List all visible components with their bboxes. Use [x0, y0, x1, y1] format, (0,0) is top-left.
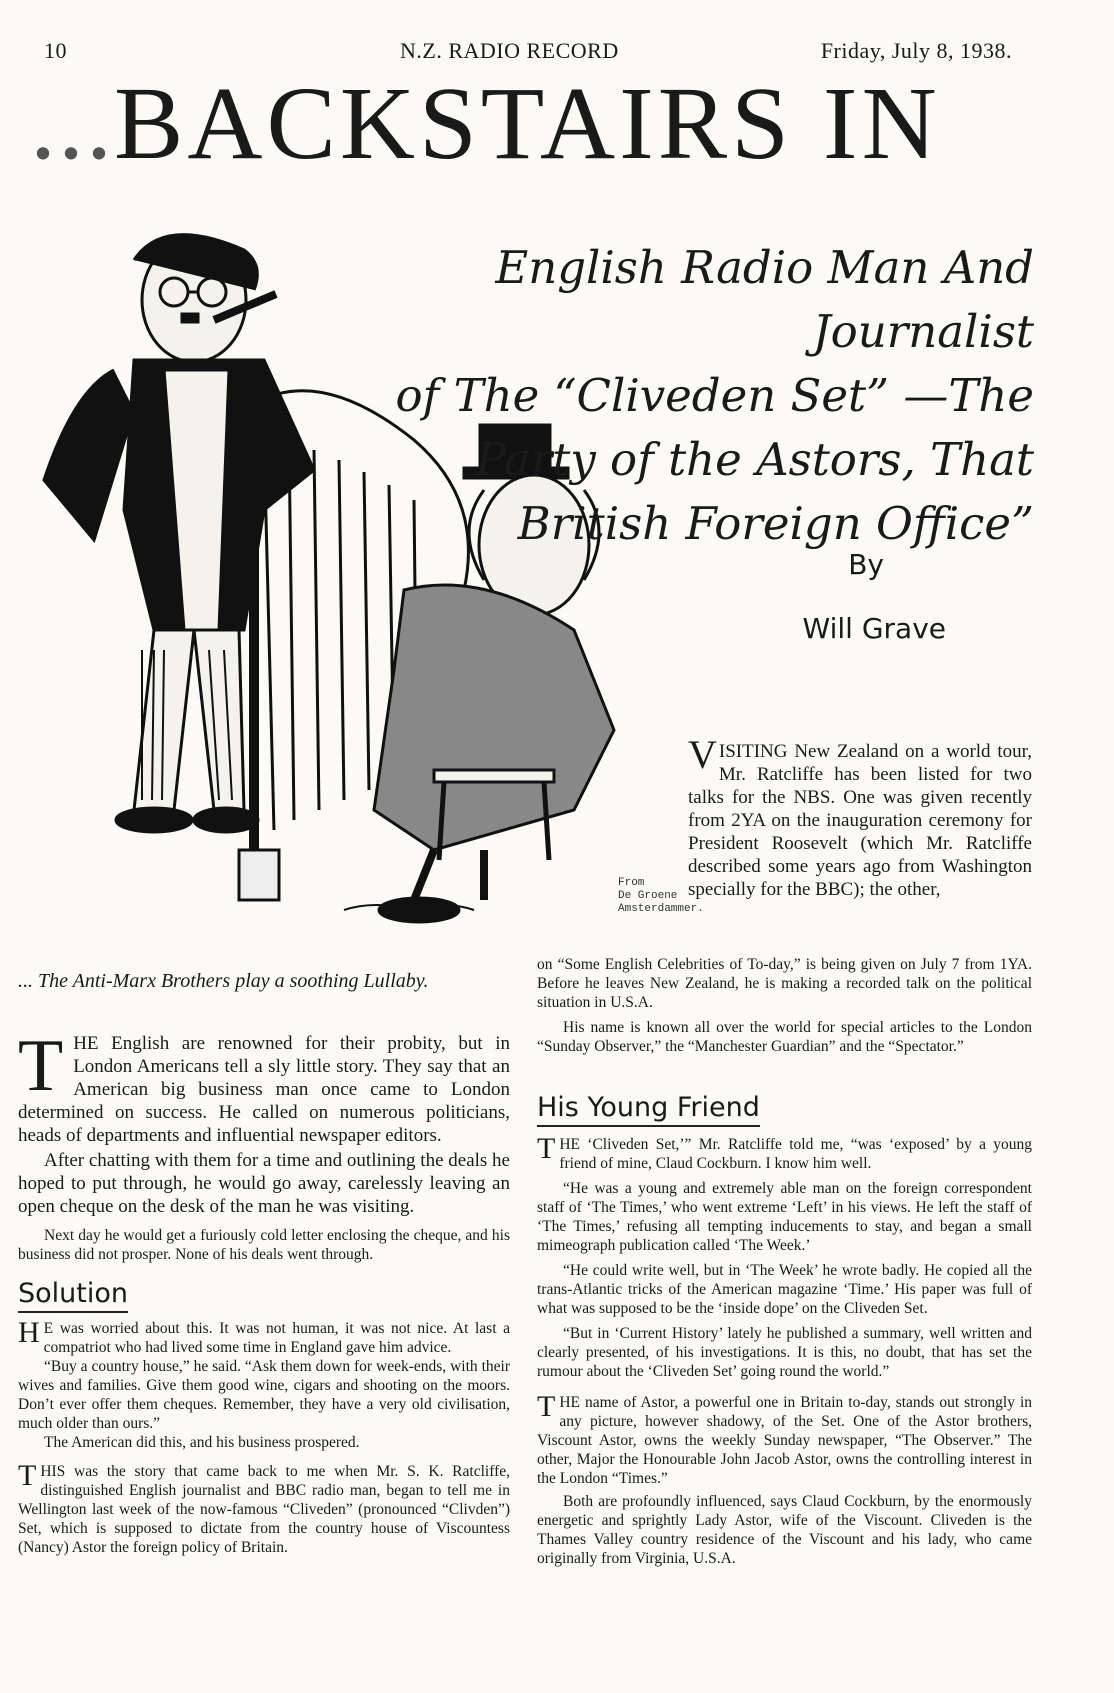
cartoon-caption: ... The Anti-Marx Brothers play a soothing Lullaby. — [18, 970, 429, 992]
solution-paragraph — [18, 1316, 510, 1357]
standing-man-figure — [44, 235, 314, 832]
headline-text: BACKSTAIRS IN — [114, 66, 941, 181]
credit-line: Amsterdammer. — [618, 903, 704, 915]
left-column — [18, 1025, 510, 1557]
paragraph: “But in ‘Current History’ lately he published a summary, well written and clearly presented, of his investigations. It is this, no doubt, that has set the rumour about the ‘Cliveden Set’ going round the world.” — [537, 1325, 1032, 1380]
byline-author: Will Grave — [802, 612, 946, 645]
astor-paragraph — [537, 1390, 1032, 1488]
subhead-solution: Solution — [18, 1278, 128, 1313]
paragraph: “He was a young and extremely able man on the foreign correspondent staff of ‘The Times,’ who went extreme ‘Left’ in his views. He left the staff of ‘The Times,’ refusing all tempting inducements to stay, and began a small mimeograph publication called ‘The Week.’ — [537, 1180, 1032, 1254]
subhead-his-young-friend: His Young Friend — [537, 1092, 760, 1127]
right-column — [537, 1092, 1032, 1568]
deck-line: of The “Cliveden Set” —The — [395, 369, 1034, 422]
credit-line: From — [618, 877, 645, 889]
deck-line: British Foreign Office” — [517, 497, 1034, 550]
opening-text: HE English are renowned for their probity, but in London Americans tell a sly little story. They say that an American big business man once came to London determined on success. He called on numerous politicians, heads of departments and influential newspaper editors. — [18, 1033, 510, 1146]
deck-line: English Radio Man And Journalist — [495, 241, 1034, 358]
credit-line: De Groene — [618, 890, 678, 902]
issue-date: Friday, July 8, 1938. — [820, 38, 1012, 63]
paragraph: Next day he would get a furiously cold letter enclosing the cheque, and his business did not prosper. None of his deals went through. — [18, 1227, 510, 1263]
solution-initial: H — [18, 1316, 40, 1349]
deck-headline — [354, 236, 1034, 556]
story-initial: T — [18, 1459, 37, 1492]
solution-text: E was worried about this. It was not human, it was not nice. At last a compatriot who had lived some time in England gave him advice. — [43, 1320, 510, 1356]
friend-paragraph — [537, 1132, 1032, 1173]
intro-text: ISITING New Zealand on a world tour, Mr. Ratcliffe has been listed for two talks for the NBS. One was given recently from 2YA on the inauguration ceremony for President Roosevelt (which Mr. Ratcliffe described some years ago from Washington specially for the BBC); the other, — [688, 741, 1032, 900]
paragraph: Both are profoundly influenced, says Claud Cockburn, by the enormously energetic and sprightly Lady Astor, wife of the Viscount. Cliveden is the Thames Valley country residence of the Viscount and his lady, who came originally from Virginia, U.S.A. — [537, 1493, 1032, 1567]
page-number: 10 — [44, 38, 67, 63]
story-text: HIS was the story that came back to me when Mr. S. K. Ratcliffe, distinguished English journalist and BBC radio man, began to tell me in Wellington last week of the now-famous “Cliveden” (pronounced “Clivden”) Set, which is supposed to dictate from the country house of Viscountess (Nancy) Astor the foreign policy of Britain. — [18, 1463, 510, 1556]
intro-para2: His name is known all over the world for special articles to the London “Sunday Observer,” the “Manchester Guardian” and the “Spectator.” — [537, 1019, 1032, 1055]
astor-text: HE name of Astor, a powerful one in Britain to-day, stands out strongly in any picture, however shadowy, of the Set. One of the Astor brothers, Viscount Astor, owns the weekly Sunday newspaper, “The Observer.” The other, Major the Honourable John Jacob Astor, owns the controlling interest in the London “Times.” — [537, 1394, 1032, 1487]
opening-dropcap: T — [18, 1025, 64, 1107]
friend-text: HE ‘Cliveden Set,’” Mr. Ratcliffe told me, “was ‘exposed’ by a young friend of mine, Claud Cockburn. I know him well. — [559, 1136, 1032, 1172]
headline-lead: ... — [30, 66, 114, 181]
intro-continued — [537, 955, 1032, 1056]
intro-dropcap: V — [688, 732, 717, 777]
opening-paragraph — [18, 1025, 510, 1147]
intro-paragraph — [688, 732, 1032, 901]
paragraph: After chatting with them for a time and outlining the deals he hoped to put through, he would go away, carelessly leaving an open cheque on the desk of the man he was visiting. — [18, 1150, 510, 1217]
paragraph: The American did this, and his business prospered. — [44, 1434, 360, 1451]
intro-continued-text: on “Some English Celebrities of To-day,” is being given on July 7 from 1YA. Before he leaves New Zealand, he is making a recorded talk on the political situation in U.S.A. — [537, 956, 1032, 1011]
byline-by: By — [848, 548, 884, 581]
paragraph: “He could write well, but in ‘The Week’ he wrote badly. He copied all the trans-Atlantic tricks of the American magazine ‘Time.’ His paper was full of what was supposed to be the ‘inside dope’ on the Cliveden Set. — [537, 1262, 1032, 1317]
headline — [30, 66, 941, 181]
story-paragraph — [18, 1459, 510, 1557]
friend-initial: T — [537, 1132, 556, 1165]
deck-line: Party of the Astors, That — [475, 433, 1034, 486]
publication-name: N.Z. RADIO RECORD — [400, 38, 619, 63]
astor-initial: T — [537, 1390, 556, 1423]
paragraph: “Buy a country house,” he said. “Ask them down for week-ends, with their wives and families. Give them good wine, cigars and shooting on the moors. Don’t ever offer them cheques. Remember, they have a very old civilisation, much older than ours.” — [18, 1358, 510, 1432]
